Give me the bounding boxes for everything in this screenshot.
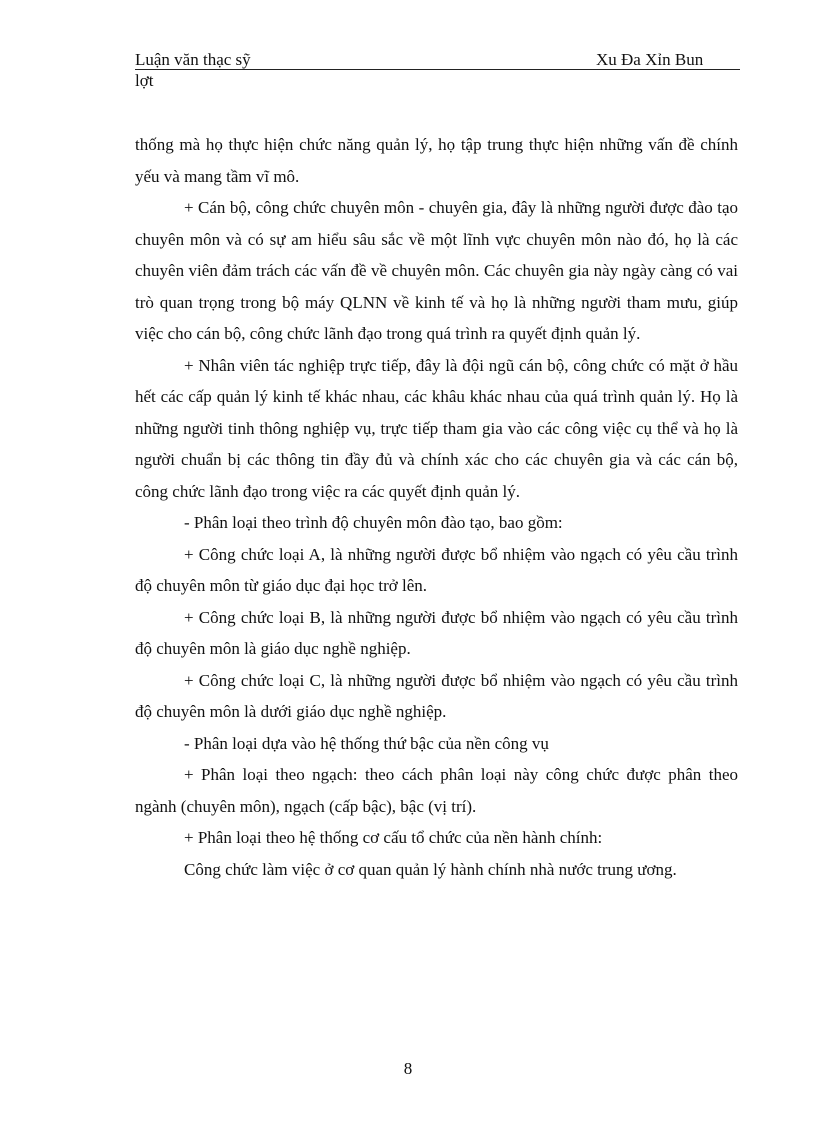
paragraph-type-a: + Công chức loại A, là những người được bổ nhiệm vào ngạch có yêu cầu trình độ chuyên môn từ giáo dục đại học trở lên. — [135, 544, 738, 595]
paragraph-continuation: thống mà họ thực hiện chức năng quản lý, họ tập trung thực hiện những vấn đề chính yếu và mang tầm vĩ mô. — [135, 135, 738, 186]
page-number: 8 — [403, 1059, 413, 1078]
paragraph-central-agencies: Công chức làm việc ở cơ quan quản lý hành chính nhà nước trung ương. — [184, 859, 677, 879]
paragraph-type-c: + Công chức loại C, là những người được bổ nhiệm vào ngạch có yêu cầu trình độ chuyên môn là dưới giáo dục nghề nghiệp. — [135, 670, 738, 721]
paragraph-classification-by-hierarchy: - Phân loại dựa vào hệ thống thứ bậc của nền công vụ — [184, 733, 549, 753]
paragraph-specialist-staff: + Cán bộ, công chức chuyên môn - chuyên gia, đây là những người được đào tạo chuyên môn và có sự am hiểu sâu sắc về một lĩnh vực chuyên môn nào đó, họ là các chuyên viên đảm trách các vấn đề về chuyên môn. Các chuyên gia này ngày càng có vai trò quan trọng trong bộ máy QLNN về kinh tế và họ là những người tham mưu, giúp việc cho cán bộ, công chức lãnh đạo trong quá trình ra quyết định quản lý. — [135, 198, 738, 343]
document-body — [135, 129, 738, 885]
paragraph-classification-by-training: - Phân loại theo trình độ chuyên môn đào tạo, bao gồm: — [184, 513, 563, 532]
header-thesis-title: Luận văn thạc sỹ — [135, 50, 251, 69]
paragraph-by-rank: + Phân loại theo ngạch: theo cách phân loại này công chức được phân theo ngành (chuyên môn), ngạch (cấp bậc), bậc (vị trí). — [135, 765, 738, 816]
paragraph-by-structure: + Phân loại theo hệ thống cơ cấu tổ chức của nền hành chính: — [184, 828, 603, 847]
paragraph-operational-staff: + Nhân viên tác nghiệp trực tiếp, đây là đội ngũ cán bộ, công chức có mặt ở hầu hết các cấp quản lý kinh tế khác nhau, các khâu khác nhau của quá trình quản lý. Họ là những người tinh thông nghiệp vụ, trực tiếp tham gia vào các công việc cụ thể và họ là người chuẩn bị các thông tin đầy đủ và chính xác cho các chuyên gia và các cán bộ, công chức lãnh đạo trong việc ra các quyết định quản lý. — [135, 355, 738, 501]
header-author-name: Xu Đa Xỉn Bun — [596, 50, 704, 69]
page-header — [135, 50, 740, 70]
paragraph-type-b: + Công chức loại B, là những người được bổ nhiệm vào ngạch có yêu cầu trình độ chuyên môn là giáo dục nghề nghiệp. — [135, 607, 738, 658]
header-author-continuation: lợt — [135, 71, 154, 90]
